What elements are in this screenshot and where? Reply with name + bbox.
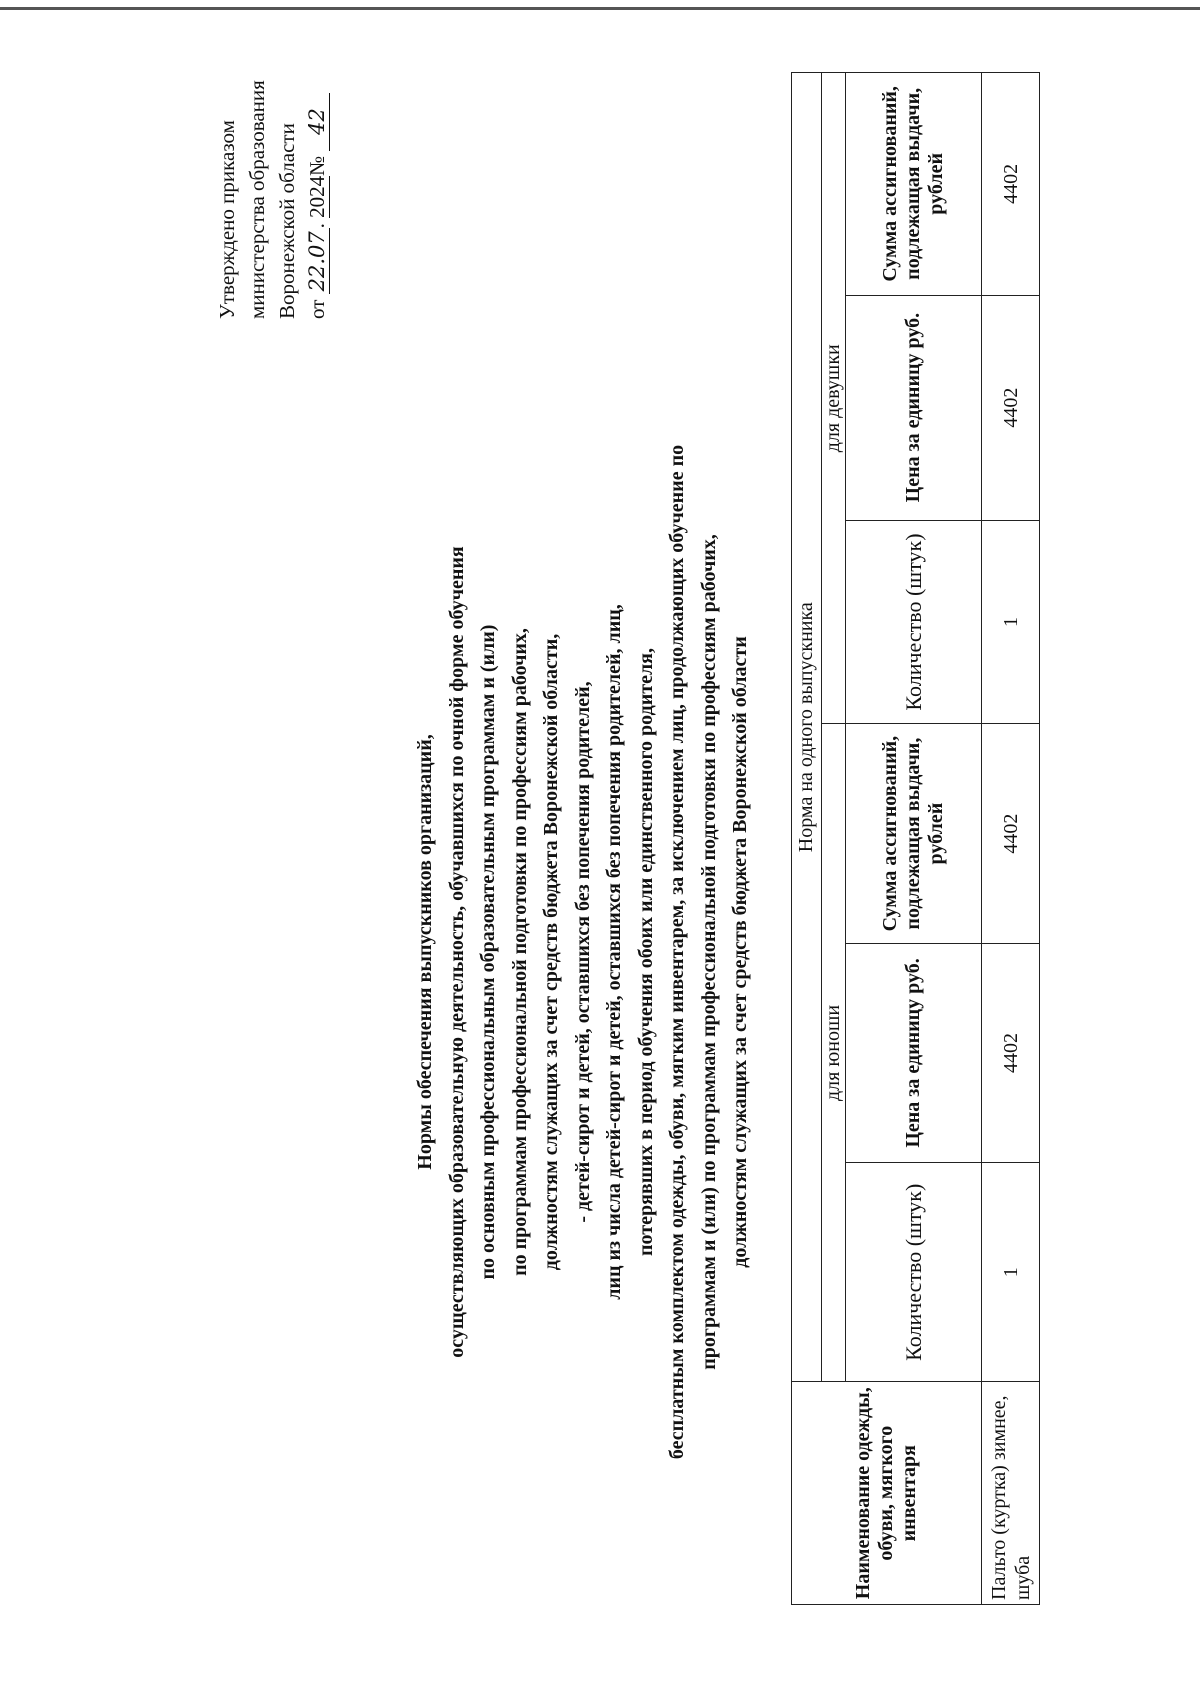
header-row-group: [792, 73, 822, 1605]
approval-number-handwritten: 42: [305, 108, 329, 135]
header-boys-price: Цена за единицу руб.: [846, 943, 982, 1162]
cell-girls-quantity: 1: [982, 520, 1040, 724]
table-row: [982, 73, 1040, 1605]
title-line: осуществляющих образовательную деятельность, обучавшихся по очной форме обучения: [445, 546, 468, 1358]
header-row-gender: [822, 73, 846, 1605]
approval-date-separator: .: [305, 223, 329, 229]
header-girls-price: Цена за единицу руб.: [846, 295, 982, 520]
title-line: Нормы обеспечения выпускников организаций,: [414, 734, 436, 1170]
approval-line-2: министерства образования: [245, 80, 269, 319]
approval-date-line: [302, 29, 332, 319]
approval-number-prefix: №: [305, 155, 329, 176]
approval-date-handwritten: 22.07: [305, 231, 329, 292]
title-line: лиц из числа детей-сирот и детей, оставшихся без попечения родителей, лиц,: [603, 604, 625, 1300]
header-boys-quantity: Количество (штук): [846, 1163, 982, 1382]
approval-year: 2024: [305, 175, 329, 218]
title-line: должностям служащих за счет средств бюджета Воронежской области,: [540, 633, 562, 1271]
cell-boys-sum: 4402: [982, 724, 1040, 943]
title-line: по основным профессиональным образовательным программам и (или): [477, 624, 499, 1280]
scan-edge-line: [0, 7, 1200, 10]
header-row-columns: [846, 73, 982, 1605]
approval-date-field: [305, 228, 330, 294]
cell-boys-price: 4402: [982, 943, 1040, 1162]
title-line: бесплатным комплектом одежды, обуви, мягким инвентарем, за исключением лиц, продолжающих обучение по: [666, 444, 688, 1460]
title-line: программам и (или) по программам профессиональной подготовки по профессиям рабочих,: [697, 534, 720, 1370]
header-item-name: Наименование одежды, обуви, мягкого инвентаря: [792, 1382, 982, 1605]
approval-block: [212, 29, 332, 319]
cell-item-name: Пальто (куртка) зимнее, шуба: [982, 1382, 1040, 1605]
document-title: [410, 257, 757, 1647]
header-girls: для девушки: [822, 73, 846, 724]
approval-line-3: Воронежской области: [275, 123, 299, 319]
title-line: по программам профессиональной подготовки по профессиям рабочих,: [508, 628, 531, 1276]
cell-girls-sum: 4402: [982, 73, 1040, 296]
approval-line-1: Утверждено приказом: [215, 120, 239, 319]
header-norm-per-graduate: Норма на одного выпускника: [792, 73, 822, 1382]
cell-boys-quantity: 1: [982, 1163, 1040, 1382]
title-line: - детей-сирот и детей, оставшихся без попечения родителей,: [571, 681, 594, 1223]
norms-table: [791, 72, 1040, 1605]
approval-number-field: [305, 93, 330, 151]
header-girls-quantity: Количество (штук): [846, 520, 982, 724]
approval-date-prefix: от: [305, 299, 329, 319]
title-line: должностям служащих за счет средств бюджета Воронежской области: [729, 636, 751, 1268]
header-boys: для юноши: [822, 724, 846, 1382]
cell-girls-price: 4402: [982, 295, 1040, 520]
header-boys-sum: Сумма ассигнований, подлежащая выдачи, рублей: [846, 724, 982, 943]
header-girls-sum: Сумма ассигнований, подлежащая выдачи, рублей: [846, 73, 982, 296]
title-line: потерявших в период обучения обоих или единственного родителя,: [634, 648, 657, 1257]
